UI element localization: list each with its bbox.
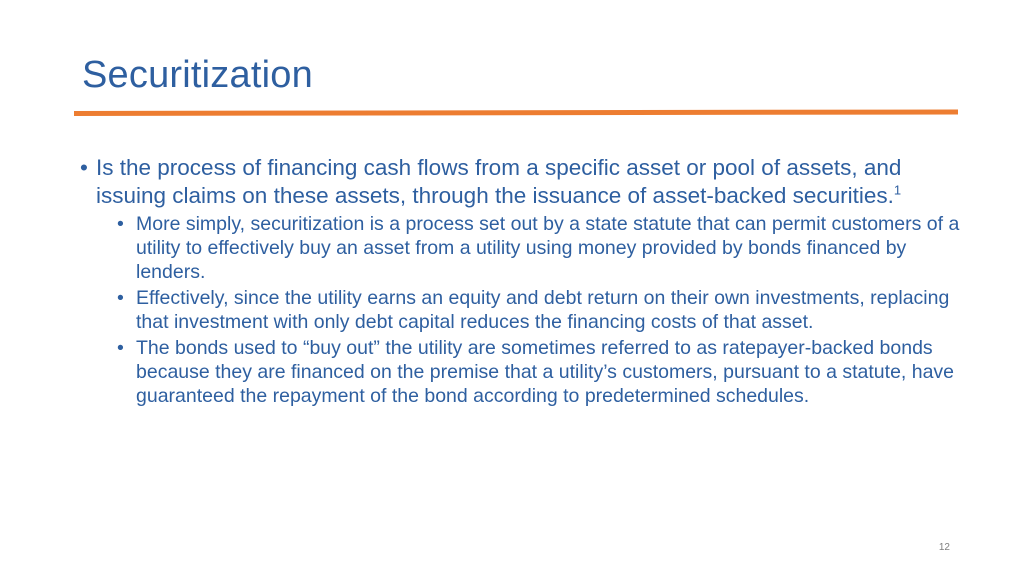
- bullet-marker: •: [117, 337, 124, 359]
- sub-bullet-text: Effectively, since the utility earns an equity and debt return on their own investments, replacing that investment with only debt capital reduces the financing costs of that asset.: [136, 287, 950, 333]
- main-bullet: [80, 154, 960, 210]
- sub-bullet: [80, 212, 960, 284]
- footnote-ref: 1: [893, 182, 902, 198]
- sub-bullet-list: [80, 212, 960, 408]
- bullet-marker: •: [117, 213, 124, 235]
- bullet-marker: •: [117, 287, 124, 309]
- title-divider: [74, 109, 958, 116]
- slide-body: [80, 154, 960, 410]
- sub-bullet-text: The bonds used to “buy out” the utility are sometimes referred to as ratepayer-backed bonds because they are financed on the premise that a utility’s customers, pursuant to a statute, have guaranteed the repayment of the bond according to predetermined schedules.: [136, 337, 955, 407]
- page-number: 12: [938, 542, 950, 553]
- sub-bullet-text: More simply, securitization is a process set out by a state statute that can permit customers of a utility to effectively buy an asset from a utility using money provided by bonds financed by lenders.: [136, 213, 960, 283]
- bullet-marker: •: [80, 155, 88, 180]
- main-bullet-text: Is the process of financing cash flows from a specific asset or pool of assets, and issuing claims on these assets, through the issuance of asset-backed securities.: [96, 155, 902, 208]
- slide-title: Securitization: [82, 54, 313, 96]
- sub-bullet: [80, 336, 960, 408]
- sub-bullet: [80, 286, 960, 334]
